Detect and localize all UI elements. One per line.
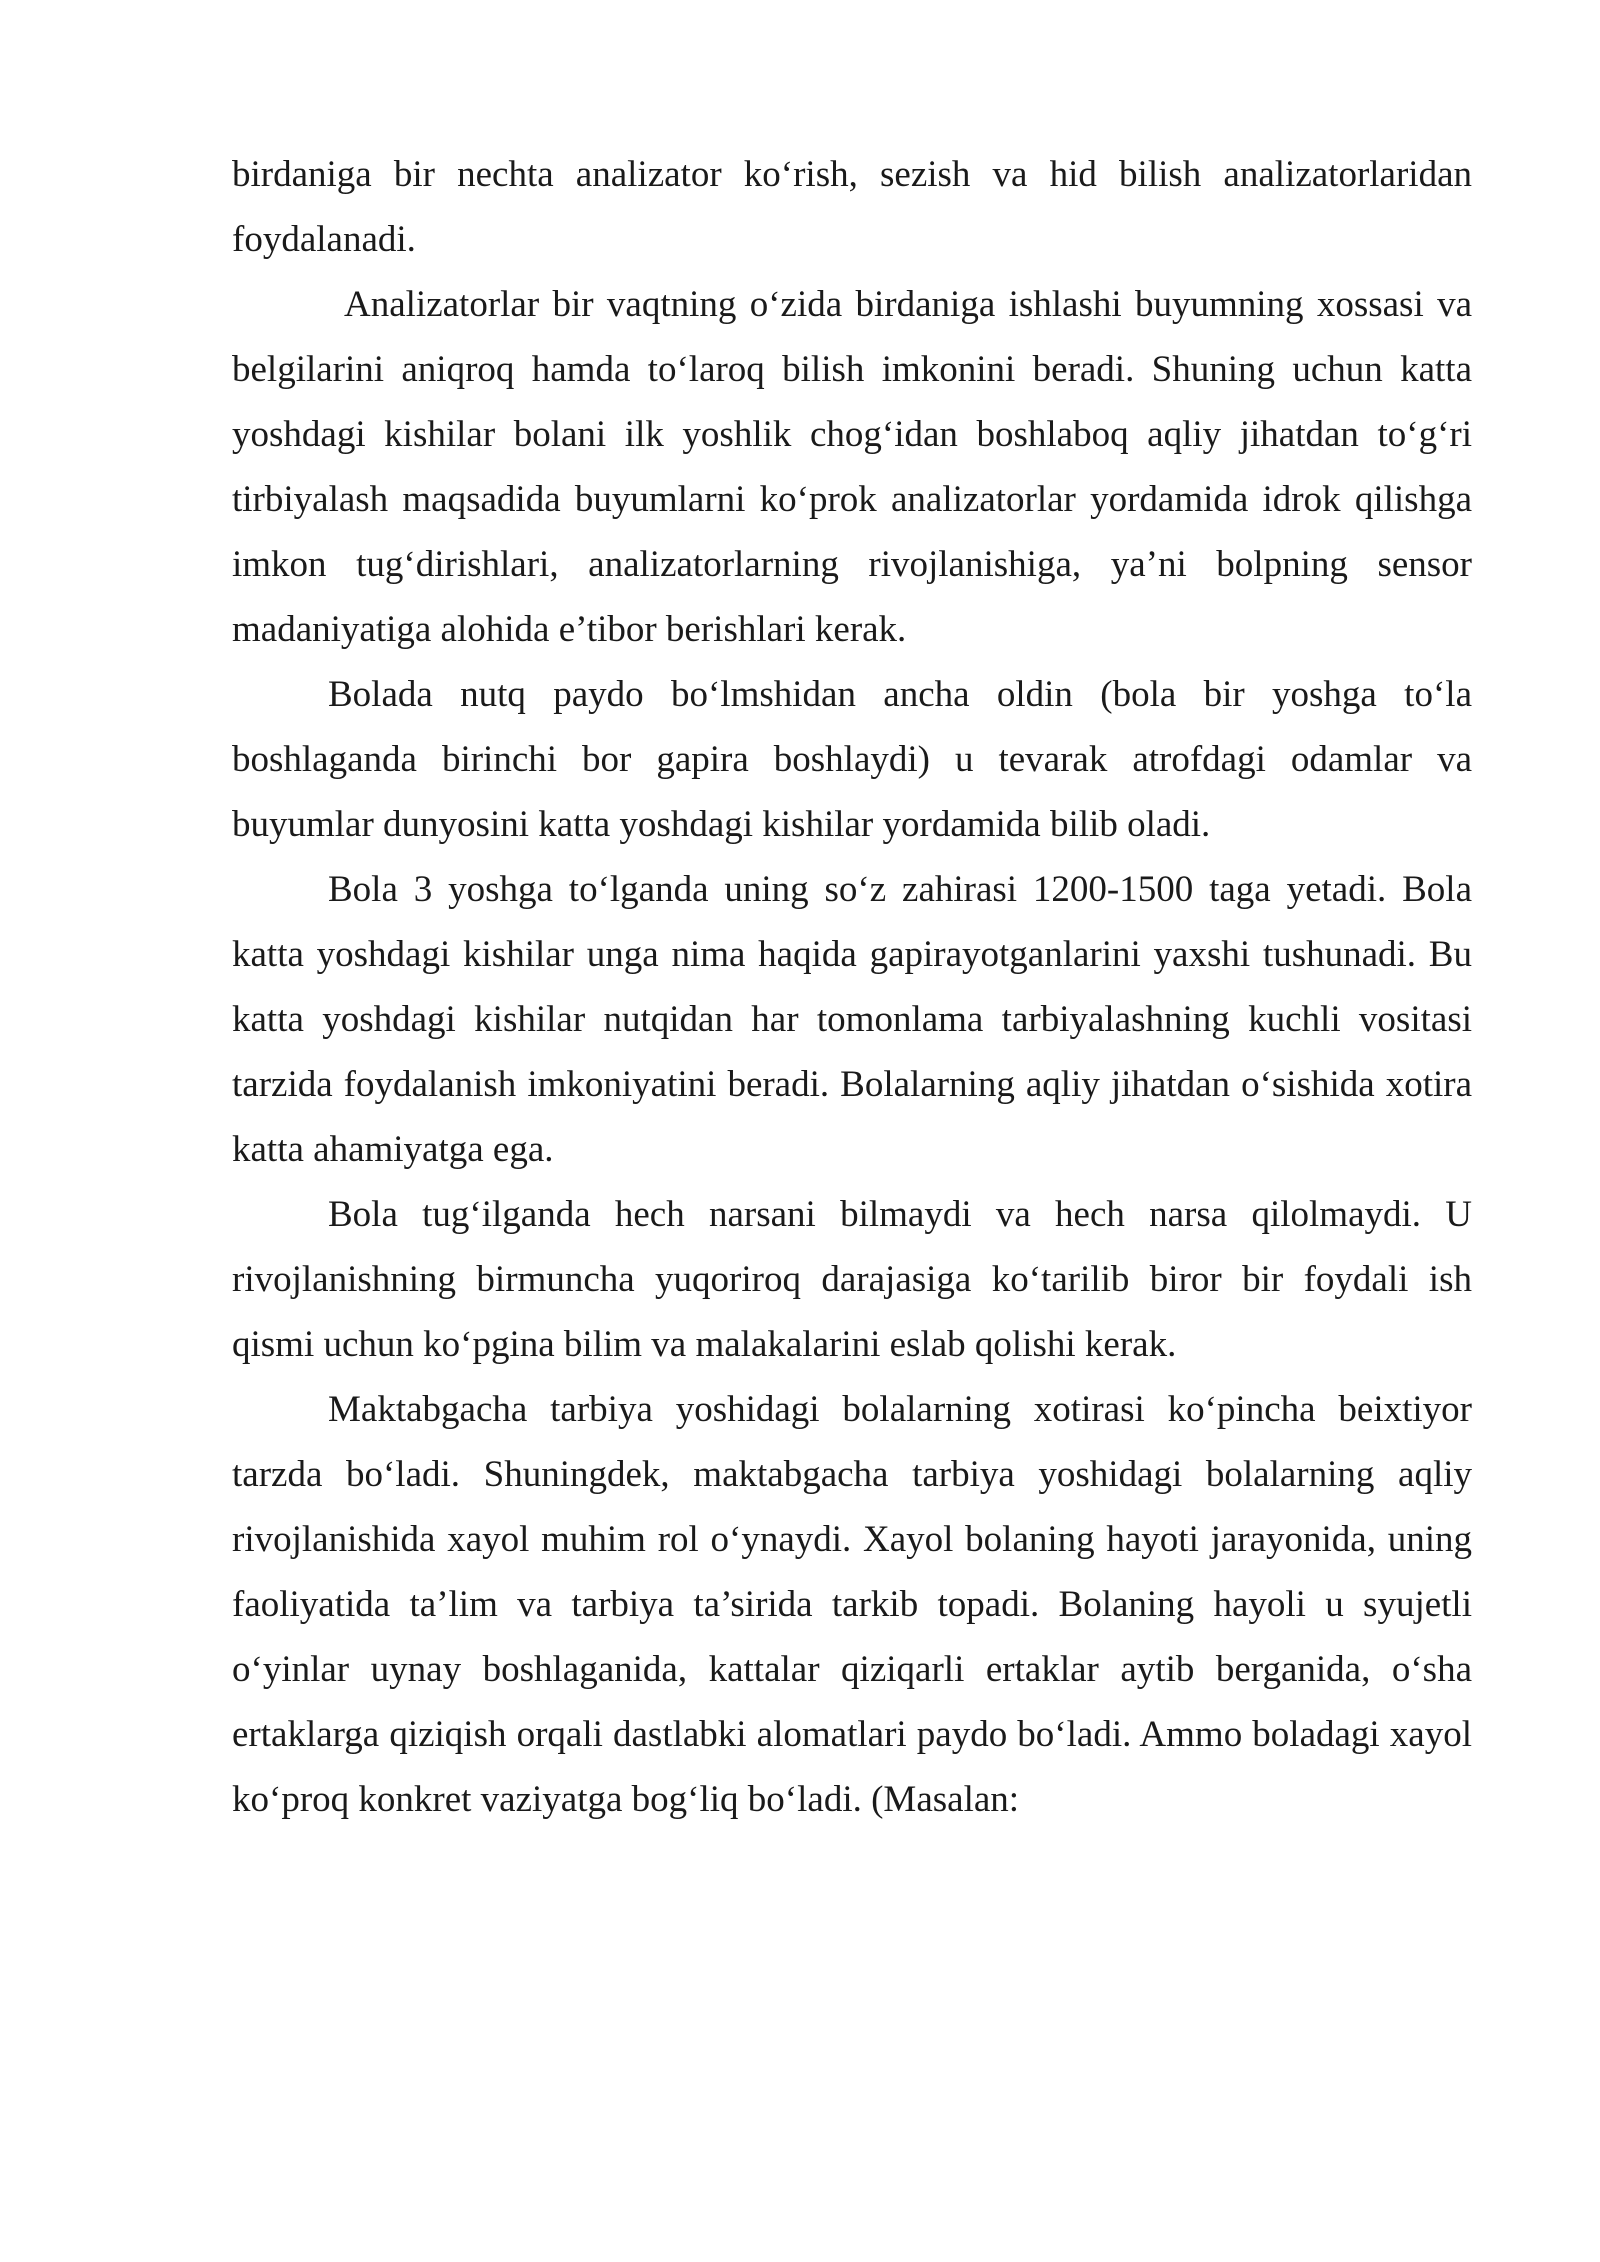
paragraph-2: Analizatorlar bir vaqtning o‘zida birdaniga ishlashi buyumning xossasi va belgilarini aniqroq hamda to‘laroq bilish imkonini beradi. Shuning uchun katta yoshdagi kishilar bolani ilk yoshlik chog‘idan boshlaboq aqliy jihatdan to‘g‘ri tirbiyalash maqsadida buyumlarni ko‘prok analizatorlar yordamida idrok qilishga imkon tug‘dirishlari, analizatorlarning rivojlanishiga, ya’ni bolpning sensor madaniyatiga alohida e’tibor berishlari kerak. (232, 284, 1472, 650)
paragraph-4: Bola 3 yoshga to‘lganda uning so‘z zahirasi 1200-1500 taga yetadi. Bola katta yoshdagi kishilar unga nima haqida gapirayotganlarini yaxshi tushunadi. Bu katta yoshdagi kishilar nutqidan har tomonlama tarbiyalashning kuchli vositasi tarzida foydalanish imkoniyatini beradi. Bolalarning aqliy jihatdan o‘sishida xotira katta ahamiyatga ega. (232, 869, 1472, 1170)
body-text (232, 142, 1472, 1832)
paragraph-5: Bola tug‘ilganda hech narsani bilmaydi va hech narsa qilolmaydi. U rivojlanishning birmuncha yuqoriroq darajasiga ko‘tarilib biror bir foydali ish qismi uchun ko‘pgina bilim va malakalarini eslab qolishi kerak. (232, 1194, 1472, 1365)
paragraph-1: birdaniga bir nechta analizator ko‘rish, sezish va hid bilish analizatorlaridan foydalanadi. (232, 154, 1472, 260)
paragraph-3: Bolada nutq paydo bo‘lmshidan ancha oldin (bola bir yoshga to‘la boshlaganda birinchi bor gapira boshlaydi) u tevarak atrofdagi odamlar va buyumlar dunyosini katta yoshdagi kishilar yordamida bilib oladi. (232, 674, 1472, 845)
paragraph-6: Maktabgacha tarbiya yoshidagi bolalarning xotirasi ko‘pincha beixtiyor tarzda bo‘ladi. Shuningdek, maktabgacha tarbiya yoshidagi bolalarning aqliy rivojlanishida xayol muhim rol o‘ynaydi. Xayol bolaning hayoti jarayonida, uning faoliyatida ta’lim va tarbiya ta’sirida tarkib topadi. Bolaning hayoli u syujetli o‘yinlar uynay boshlaganida, kattalar qiziqarli ertaklar aytib berganida, o‘sha ertaklarga qiziqish orqali dastlabki alomatlari paydo bo‘ladi. Ammo boladagi xayol ko‘proq konkret vaziyatga bog‘liq bo‘ladi. (Masalan: (232, 1389, 1472, 1820)
